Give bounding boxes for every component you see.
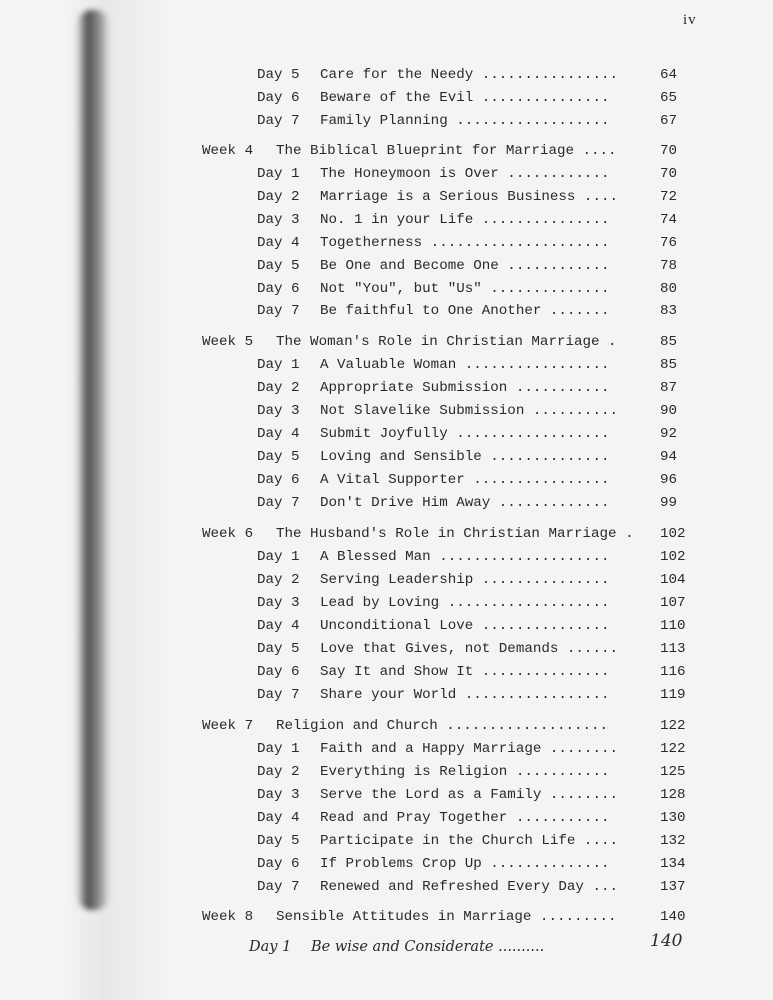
page-ref: 78 bbox=[660, 258, 678, 274]
day-title: Loving and Sensible .............. bbox=[320, 449, 610, 465]
page-ref: 96 bbox=[660, 472, 678, 488]
day-title: Be wise and Considerate .......... bbox=[311, 939, 545, 955]
page-ref: 70 bbox=[660, 143, 678, 159]
day-label: Day 3 bbox=[257, 212, 300, 228]
page-ref: 74 bbox=[660, 212, 678, 228]
page-ref: 80 bbox=[660, 281, 678, 297]
week-title: Sensible Attitudes in Marriage ......... bbox=[276, 909, 617, 925]
day-title: Read and Pray Together ........... bbox=[320, 810, 610, 826]
day-label: Day 7 bbox=[257, 303, 300, 319]
day-label: Day 1 bbox=[257, 166, 300, 182]
day-title: Lead by Loving ................... bbox=[320, 595, 610, 611]
day-title: Faith and a Happy Marriage ........ bbox=[320, 741, 618, 757]
day-title: Serving Leadership ............... bbox=[320, 572, 610, 588]
day-title: Love that Gives, not Demands ...... bbox=[320, 641, 618, 657]
day-label: Day 3 bbox=[257, 787, 300, 803]
page-ref: 119 bbox=[660, 687, 686, 703]
day-title: The Honeymoon is Over ............ bbox=[320, 166, 610, 182]
day-title: Renewed and Refreshed Every Day ... bbox=[320, 879, 618, 895]
week-label: Week 7 bbox=[202, 718, 254, 734]
page-ref: 90 bbox=[660, 403, 678, 419]
day-label: Day 5 bbox=[257, 449, 300, 465]
day-label: Day 3 bbox=[257, 595, 300, 611]
week-label: Week 5 bbox=[202, 334, 254, 350]
page-ref: 102 bbox=[660, 526, 686, 542]
week-title: Religion and Church ................... bbox=[276, 718, 609, 734]
page-ref: 130 bbox=[660, 810, 686, 826]
page-ref: 107 bbox=[660, 595, 686, 611]
week-title: The Biblical Blueprint for Marriage .... bbox=[276, 143, 617, 159]
day-label: Day 2 bbox=[257, 380, 300, 396]
day-label: Day 2 bbox=[257, 764, 300, 780]
day-label: Day 4 bbox=[257, 235, 300, 251]
page-ref: 85 bbox=[660, 334, 678, 350]
day-title: Not "You", but "Us" .............. bbox=[320, 281, 610, 297]
day-title: Everything is Religion ........... bbox=[320, 764, 610, 780]
page-ref: 125 bbox=[660, 764, 686, 780]
week-label: Week 4 bbox=[202, 143, 254, 159]
page-ref: 65 bbox=[660, 90, 678, 106]
page-ref: 67 bbox=[660, 113, 678, 129]
day-label: Day 1 bbox=[257, 357, 300, 373]
page-ref: 87 bbox=[660, 380, 678, 396]
day-label: Day 2 bbox=[257, 189, 300, 205]
week-label: Week 8 bbox=[202, 909, 254, 925]
day-title: Participate in the Church Life .... bbox=[320, 833, 618, 849]
day-label: Day 6 bbox=[257, 281, 300, 297]
day-label: Day 6 bbox=[257, 856, 300, 872]
day-title: A Valuable Woman ................. bbox=[320, 357, 610, 373]
page-ref: 122 bbox=[660, 718, 686, 734]
day-label: Day 1 bbox=[257, 741, 300, 757]
page-ref: 76 bbox=[660, 235, 678, 251]
page-ref: 104 bbox=[660, 572, 686, 588]
page-ref: 140 bbox=[650, 931, 683, 951]
day-label: Day 2 bbox=[257, 572, 300, 588]
day-label: Day 7 bbox=[257, 687, 300, 703]
day-title: Beware of the Evil ............... bbox=[320, 90, 610, 106]
page-ref: 64 bbox=[660, 67, 678, 83]
page-ref: 94 bbox=[660, 449, 678, 465]
page-ref: 99 bbox=[660, 495, 678, 511]
week-title: The Husband's Role in Christian Marriage . bbox=[276, 526, 634, 542]
day-title: No. 1 in your Life ............... bbox=[320, 212, 610, 228]
day-title: Be faithful to One Another ....... bbox=[320, 303, 610, 319]
day-label: Day 5 bbox=[257, 258, 300, 274]
page-ref: 134 bbox=[660, 856, 686, 872]
day-title: Submit Joyfully .................. bbox=[320, 426, 610, 442]
day-title: Not Slavelike Submission .......... bbox=[320, 403, 618, 419]
day-title: Be One and Become One ............ bbox=[320, 258, 610, 274]
day-title: Togetherness ..................... bbox=[320, 235, 610, 251]
day-title: Family Planning .................. bbox=[320, 113, 610, 129]
day-label: Day 5 bbox=[257, 67, 300, 83]
page-ref: 116 bbox=[660, 664, 686, 680]
day-title: Share your World ................. bbox=[320, 687, 610, 703]
day-title: Marriage is a Serious Business .... bbox=[320, 189, 618, 205]
day-label: Day 6 bbox=[257, 90, 300, 106]
day-label: Day 1 bbox=[249, 939, 292, 955]
day-label: Day 4 bbox=[257, 426, 300, 442]
binding-shadow bbox=[76, 10, 110, 910]
page-ref: 85 bbox=[660, 357, 678, 373]
page-ref: 92 bbox=[660, 426, 678, 442]
day-label: Day 5 bbox=[257, 833, 300, 849]
page-ref: 70 bbox=[660, 166, 678, 182]
day-label: Day 3 bbox=[257, 403, 300, 419]
day-label: Day 7 bbox=[257, 879, 300, 895]
day-label: Day 5 bbox=[257, 641, 300, 657]
day-title: Don't Drive Him Away ............. bbox=[320, 495, 610, 511]
day-label: Day 7 bbox=[257, 495, 300, 511]
page-ref: 110 bbox=[660, 618, 686, 634]
day-title: Unconditional Love ............... bbox=[320, 618, 610, 634]
page-number: iv bbox=[683, 12, 697, 28]
page-ref: 122 bbox=[660, 741, 686, 757]
day-title: Appropriate Submission ........... bbox=[320, 380, 610, 396]
day-label: Day 4 bbox=[257, 810, 300, 826]
page-ref: 132 bbox=[660, 833, 686, 849]
day-title: If Problems Crop Up .............. bbox=[320, 856, 610, 872]
page-ref: 137 bbox=[660, 879, 686, 895]
page-ref: 128 bbox=[660, 787, 686, 803]
day-title: Care for the Needy ................ bbox=[320, 67, 618, 83]
week-title: The Woman's Role in Christian Marriage . bbox=[276, 334, 617, 350]
page-ref: 72 bbox=[660, 189, 678, 205]
day-title: A Vital Supporter ................ bbox=[320, 472, 610, 488]
day-label: Day 6 bbox=[257, 664, 300, 680]
page-ref: 140 bbox=[660, 909, 686, 925]
page-ref: 102 bbox=[660, 549, 686, 565]
week-label: Week 6 bbox=[202, 526, 254, 542]
day-label: Day 7 bbox=[257, 113, 300, 129]
page-ref: 83 bbox=[660, 303, 678, 319]
day-label: Day 1 bbox=[257, 549, 300, 565]
day-title: A Blessed Man .................... bbox=[320, 549, 610, 565]
page-ref: 113 bbox=[660, 641, 686, 657]
day-label: Day 4 bbox=[257, 618, 300, 634]
day-title: Say It and Show It ............... bbox=[320, 664, 610, 680]
day-title: Serve the Lord as a Family ........ bbox=[320, 787, 618, 803]
day-label: Day 6 bbox=[257, 472, 300, 488]
